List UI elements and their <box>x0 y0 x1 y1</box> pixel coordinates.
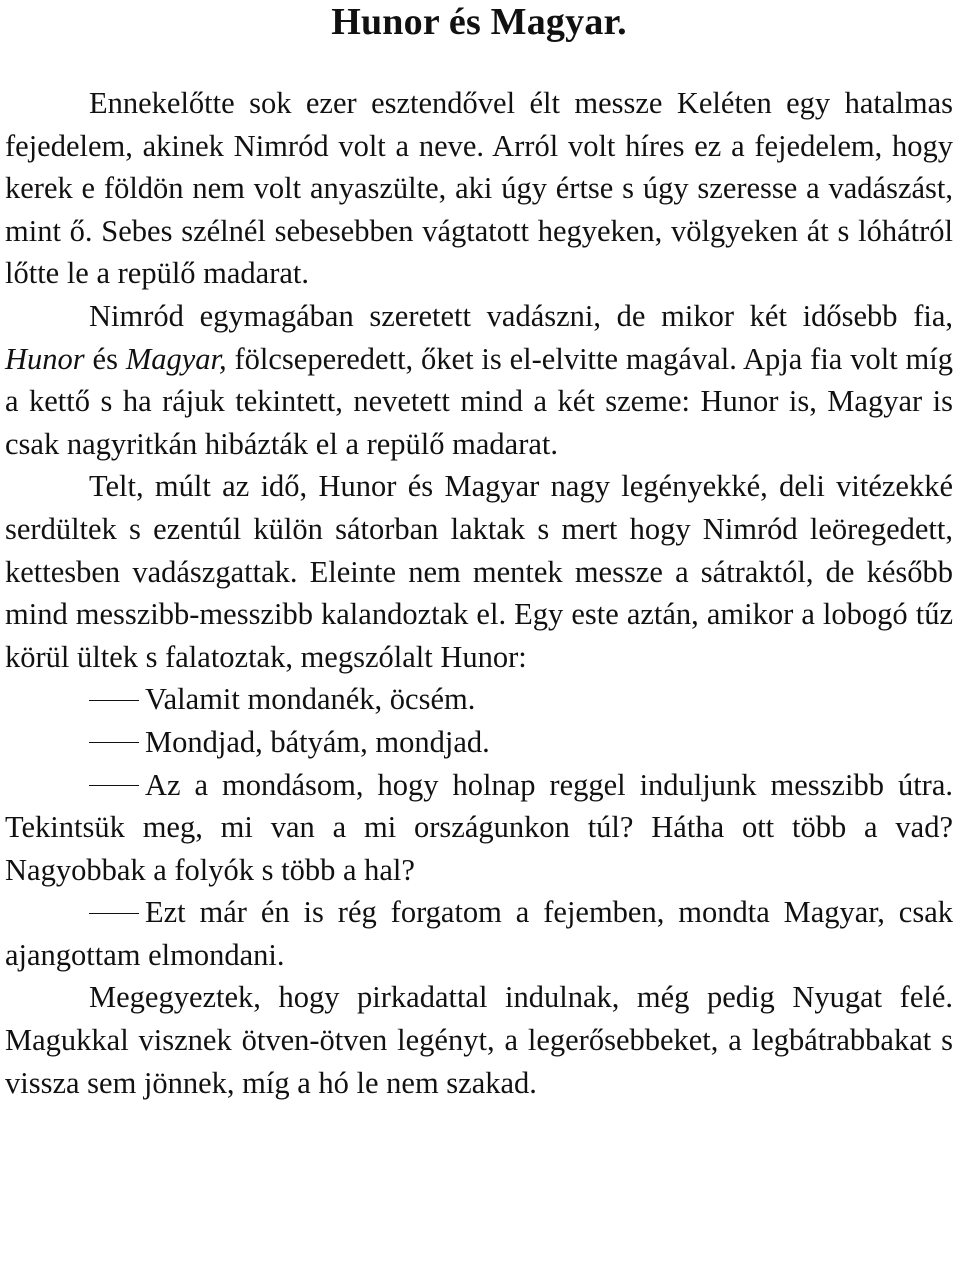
page-title: Hunor és Magyar. <box>331 1 627 43</box>
paragraph-2-text-b: fölcseperedett, őket is el-elvitte magával. Apja fia volt míg a kettő s ha rájuk tekintett, nevetett mind a két szeme: Hunor is, Magyar is csak nagyritkán hibázták el a repülő madarat. <box>5 341 953 461</box>
paragraph-3: Telt, múlt az idő, Hunor és Magyar nagy legényekké, deli vitézekké serdültek s ezentúl külön sátorban laktak s mert hogy Nimród leöregedett, kettesben vadászgattak. Eleinte nem mentek messze a sátraktól, de később mind messzibb-messzibb kalandoztak el. Egy este aztán, amikor a lobogó tűz körül ültek s falatoztak, megszólalt Hunor: <box>5 469 953 674</box>
paragraph-2-conjunction: és <box>84 341 126 376</box>
name-hunor: Hunor <box>5 341 85 376</box>
name-magyar: Magyar, <box>125 341 227 376</box>
dialogue-dash <box>89 700 139 701</box>
dialogue-dash <box>89 742 139 743</box>
story-body <box>5 82 953 1104</box>
dialogue-text-2: Mondjad, bátyám, mondjad. <box>145 724 490 759</box>
document-page <box>5 0 953 1104</box>
paragraph-4: Megegyeztek, hogy pirkadattal indulnak, még pedig Nyugat felé. Magukkal visznek ötven-ötven legényt, a legerősebbeket, a legbátrabbakat s vissza sem jönnek, míg a hó le nem szakad. <box>5 980 953 1100</box>
dialogue-text-1: Valamit mondanék, öcsém. <box>145 682 476 717</box>
dialogue-text-4: Ezt már én is rég forgatom a fejemben, mondta Magyar, csak ajangottam elmondani. <box>5 895 953 972</box>
dialogue-dash <box>89 785 139 786</box>
paragraph-2-text-a: Nimród egymagában szeretett vadászni, de mikor két idősebb fia, <box>89 298 953 333</box>
dialogue-line-3 <box>5 764 953 892</box>
dialogue-line-1 <box>5 678 953 721</box>
dialogue-text-3: Az a mondásom, hogy holnap reggel induljunk messzibb útra. Tekintsük meg, mi van a mi országunkon túl? Hátha ott több a vad? Nagyobbak a folyók s több a hal? <box>5 767 953 887</box>
dialogue-dash <box>89 913 139 914</box>
dialogue-line-2 <box>5 721 953 764</box>
paragraph-1: Ennekelőtte sok ezer esztendővel élt messze Keléten egy hatalmas fejedelem, akinek Nimród volt a neve. Arról volt híres ez a fejedelem, hogy kerek e földön nem volt anyaszülte, aki úgy értse s úgy szeresse a vadászást, mint ő. Sebes szélnél sebesebben vágtatott hegyeken, völgyeken át s lóhátról lőtte le a repülő madarat. <box>5 86 953 291</box>
dialogue-line-4 <box>5 891 953 976</box>
paragraph-2 <box>5 295 953 465</box>
